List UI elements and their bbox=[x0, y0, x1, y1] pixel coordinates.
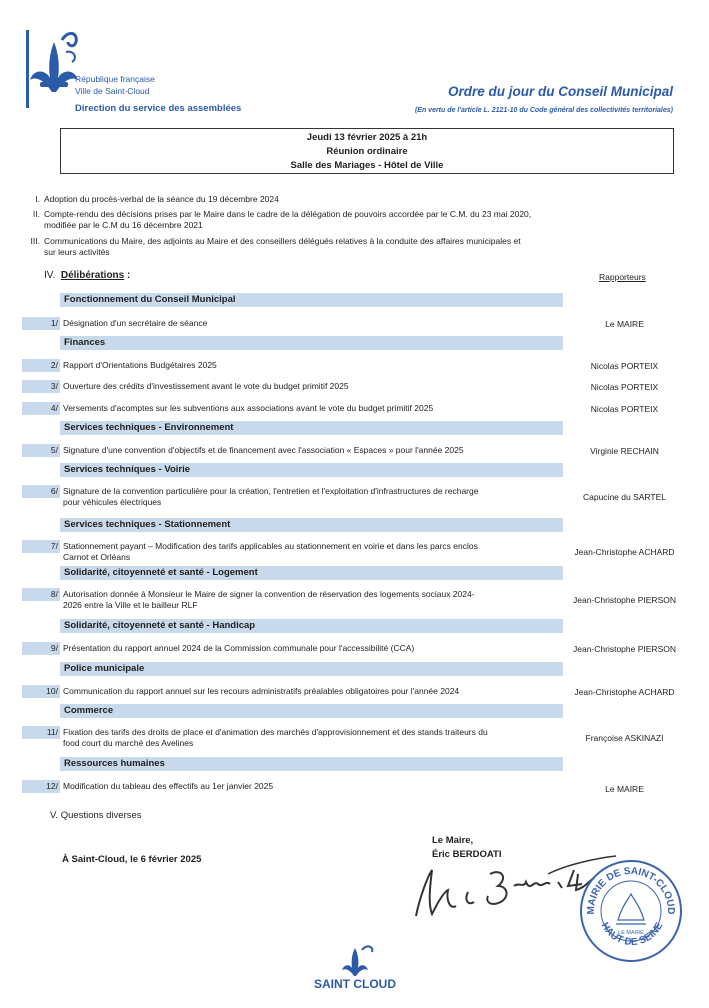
item-text: Ouverture des crédits d'investissement avant le vote du budget primitif 2025 bbox=[63, 381, 349, 391]
item-text bbox=[63, 486, 543, 508]
deliberations-title: Délibérations bbox=[60, 270, 125, 281]
item-rapporteur: Nicolas PORTEIX bbox=[590, 361, 659, 371]
stamp-top-text: MAIRIE DE SAINT-CLOUD bbox=[585, 865, 677, 915]
questions-text: Questions diverses bbox=[60, 810, 142, 821]
stamp-bottom-text: HAUT DE SEINE bbox=[598, 920, 666, 949]
item-number: 7/ bbox=[22, 540, 60, 553]
saint-cloud-logo-icon bbox=[300, 944, 410, 994]
item-rapporteur: Jean-Christophe ACHARD bbox=[574, 547, 675, 557]
agenda-point-2 bbox=[22, 209, 662, 233]
rapporteurs-header: Rapporteurs bbox=[599, 272, 646, 282]
document-title: Ordre du jour du Conseil Municipal bbox=[447, 84, 673, 99]
item-text: Présentation du rapport annuel 2024 de la Commission communale pour l'accessibilité (CCA) bbox=[63, 643, 415, 653]
deliberations-heading bbox=[44, 270, 130, 281]
section-band-police: Police municipale bbox=[60, 662, 563, 676]
session-info-box bbox=[60, 128, 674, 174]
item-text: Désignation d'un secrétaire de séance bbox=[63, 318, 208, 328]
questions-diverses bbox=[50, 810, 142, 821]
agenda-point-text: Adoption du procès-verbal de la séance du 19 décembre 2024 bbox=[44, 194, 279, 204]
item-rapporteur: Nicolas PORTEIX bbox=[590, 382, 659, 392]
item-number: 10/ bbox=[22, 685, 60, 698]
agenda-point-line: Communications du Maire, des adjoints au Maire et des conseillers délégués relatives à la conduite des affaires municipales et bbox=[44, 236, 521, 246]
item-rapporteur: Françoise ASKINAZI bbox=[585, 733, 664, 743]
agenda-point-text bbox=[44, 236, 644, 258]
session-type: Réunion ordinaire bbox=[326, 146, 408, 157]
section-band-environnement: Services techniques - Environnement bbox=[60, 421, 563, 435]
item-text-line: Fixation des tarifs des droits de place et d'animation des marchés d'approvisionnement et des stands traiteurs du bbox=[63, 727, 488, 737]
item-text-line: Signature de la convention particulière pour la création, l'entretien et l'exploitation d'infrastructures de recharge bbox=[63, 486, 479, 496]
agenda-point-number: I. bbox=[35, 194, 40, 204]
item-text-line: Autorisation donnée à Monsieur le Maire de signer la convention de réservation des logements sociaux 2024- bbox=[63, 589, 475, 599]
item-number: 3/ bbox=[22, 380, 60, 393]
logo-text: SAINT CLOUD bbox=[314, 977, 396, 991]
item-rapporteur: Jean-Christophe PIERSON bbox=[573, 595, 676, 605]
stamp-center-text: LE MAIRE bbox=[618, 930, 644, 936]
session-place: Salle des Mariages - Hôtel de Ville bbox=[290, 160, 444, 171]
item-rapporteur: Jean-Christophe ACHARD bbox=[574, 687, 675, 697]
agenda-point-text bbox=[44, 209, 644, 231]
item-text-line: pour véhicules électriques bbox=[63, 497, 162, 507]
item-number: 4/ bbox=[22, 402, 60, 415]
item-number: 6/ bbox=[22, 485, 60, 498]
item-number: 1/ bbox=[22, 317, 60, 330]
agenda-point-3 bbox=[22, 236, 662, 260]
item-text-line: food court du marché des Avelines bbox=[63, 738, 194, 748]
item-number: 12/ bbox=[22, 780, 60, 793]
item-number: 11/ bbox=[22, 726, 60, 739]
document-subtitle: (En vertu de l'article L. 2121-10 du Code général des collectivités territoriales) bbox=[414, 107, 673, 114]
official-stamp-icon bbox=[578, 858, 684, 964]
item-text bbox=[63, 589, 543, 611]
item-rapporteur: Le MAIRE bbox=[605, 319, 644, 329]
place-and-date: À Saint-Cloud, le 6 février 2025 bbox=[62, 854, 202, 865]
agenda-point-line: modifiée par le C.M du 16 décembre 2021 bbox=[44, 220, 203, 230]
section-band-rh: Ressources humaines bbox=[60, 757, 563, 771]
deliberations-number: IV. bbox=[44, 270, 56, 281]
item-text: Signature d'une convention d'objectifs et de financement avec l'association « Espaces » pour l'année 2025 bbox=[63, 445, 464, 455]
item-rapporteur: Jean-Christophe PIERSON bbox=[573, 644, 676, 654]
org-line-republique: République française bbox=[75, 74, 155, 84]
agenda-point-1 bbox=[22, 194, 662, 206]
item-rapporteur: Le MAIRE bbox=[605, 784, 644, 794]
session-date: Jeudi 13 février 2025 à 21h bbox=[306, 132, 428, 143]
item-text: Rapport d'Orientations Budgétaires 2025 bbox=[63, 360, 217, 370]
fleur-de-lys-logo-icon bbox=[22, 22, 82, 110]
item-number: 2/ bbox=[22, 359, 60, 372]
section-band-voirie: Services techniques - Voirie bbox=[60, 463, 563, 477]
agenda-point-line: Compte-rendu des décisions prises par le Maire dans le cadre de la délégation de pouvoirs accordée par le C.M. du 23 mai 2020, bbox=[44, 209, 532, 219]
section-band-logement: Solidarité, citoyenneté et santé - Logement bbox=[60, 566, 563, 580]
section-band-stationnement: Services techniques - Stationnement bbox=[60, 518, 563, 532]
questions-number: V. bbox=[50, 810, 59, 821]
item-text bbox=[63, 727, 543, 749]
mayor-title: Le Maire, bbox=[432, 835, 474, 846]
item-number: 5/ bbox=[22, 444, 60, 457]
item-text: Modification du tableau des effectifs au 1er janvier 2025 bbox=[63, 781, 274, 791]
section-band-finances: Finances bbox=[60, 336, 563, 350]
org-line-direction: Direction du service des assemblées bbox=[75, 103, 242, 114]
mayor-name: Éric BERDOATI bbox=[432, 849, 502, 860]
agenda-point-line: sur leurs activités bbox=[44, 247, 110, 257]
item-text bbox=[63, 541, 543, 563]
item-number: 9/ bbox=[22, 642, 60, 655]
item-text-line: Stationnement payant – Modification des tarifs applicables au stationnement en voirie et dans les parcs enclos bbox=[63, 541, 478, 551]
deliberations-colon: : bbox=[124, 270, 131, 281]
item-rapporteur: Nicolas PORTEIX bbox=[590, 404, 659, 414]
section-band-handicap: Solidarité, citoyenneté et santé - Handicap bbox=[60, 619, 563, 633]
agenda-point-number: II. bbox=[32, 209, 40, 219]
org-line-ville: Ville de Saint-Cloud bbox=[75, 86, 150, 96]
section-band-fonctionnement: Fonctionnement du Conseil Municipal bbox=[60, 293, 563, 307]
item-text-line: 2026 entre la Ville et le bailleur RLF bbox=[63, 600, 198, 610]
item-rapporteur: Capucine du SARTEL bbox=[582, 492, 666, 502]
section-band-commerce: Commerce bbox=[60, 704, 563, 718]
item-number: 8/ bbox=[22, 588, 60, 601]
item-text: Versements d'acomptes sur les subventions aux associations avant le vote du budget primitif 2025 bbox=[63, 403, 434, 413]
item-rapporteur: Virginie RECHAIN bbox=[590, 446, 659, 456]
agenda-point-number: III. bbox=[30, 236, 40, 246]
item-text: Communication du rapport annuel sur les recours administratifs préalables obligatoires pour l'année 2024 bbox=[63, 686, 460, 696]
item-text-line: Carnot et Orléans bbox=[63, 552, 131, 562]
